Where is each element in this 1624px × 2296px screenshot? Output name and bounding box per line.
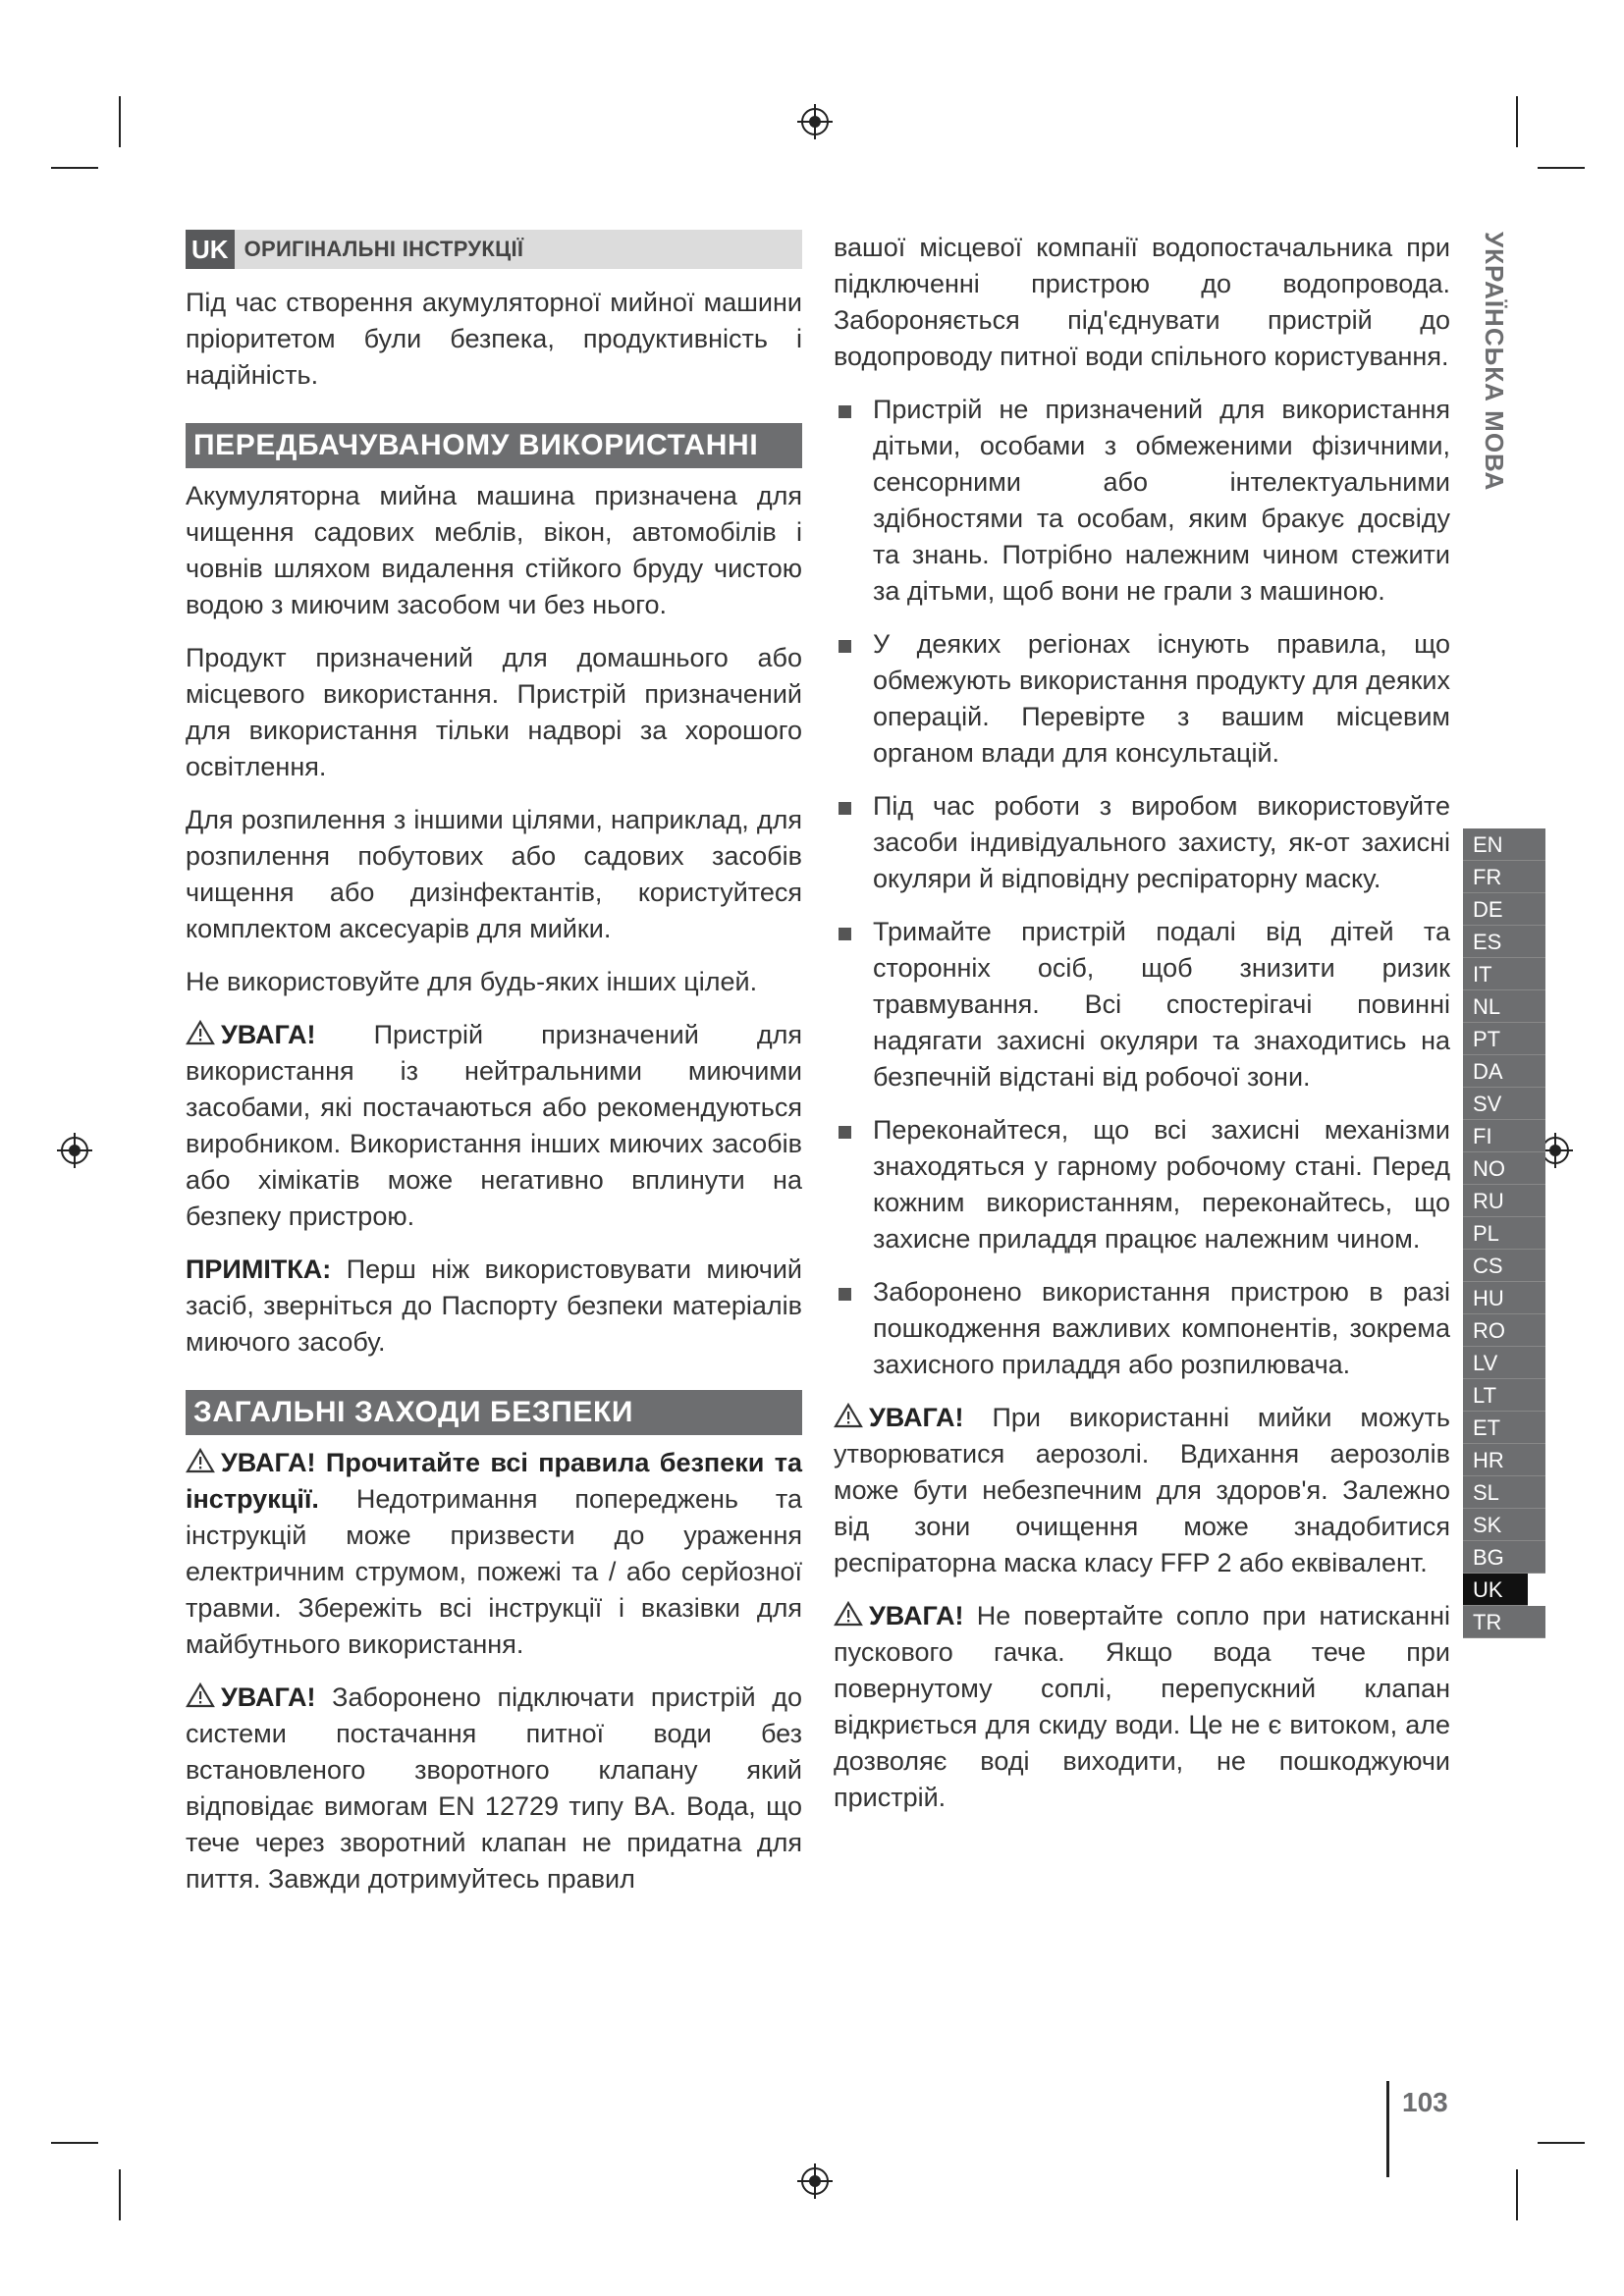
- language-tab-tr[interactable]: TR: [1463, 1606, 1545, 1638]
- paragraph-continued: вашої місцевої компанії водопостачальника при підключенні пристрою до водопровода. Забороняється під'єднувати пристрій до водопроводу питної води спільного користування.: [834, 233, 1450, 371]
- bullet-square-icon: [839, 405, 851, 418]
- language-tab-de[interactable]: DE: [1463, 893, 1545, 926]
- warning-triangle-icon: [834, 1601, 863, 1627]
- language-tab-sv[interactable]: SV: [1463, 1088, 1545, 1120]
- language-tab-pt[interactable]: PT: [1463, 1023, 1545, 1055]
- warning-triangle-icon: [186, 1682, 215, 1708]
- paragraph: Продукт призначений для домашнього або місцевого використання. Пристрій призначений для використання тільки надворі за хорошого освітлення.: [186, 643, 802, 781]
- language-tab-sl[interactable]: SL: [1463, 1476, 1545, 1509]
- language-tab-nl[interactable]: NL: [1463, 990, 1545, 1023]
- language-tab-es[interactable]: ES: [1463, 926, 1545, 958]
- warning-label: УВАГА!: [221, 1682, 316, 1712]
- warning-paragraph: [186, 1680, 802, 1897]
- list-item: Тримайте пристрій подалі від дітей та сторонніх осіб, щоб знизити ризик травмування. Всі спостерігачі повинні надягати захисні окуляри та знаходитись на безпечній відстані від робочої зони.: [834, 914, 1450, 1095]
- language-tab-bg[interactable]: BG: [1463, 1541, 1545, 1574]
- section-title-general-safety: ЗАГАЛЬНІ ЗАХОДИ БЕЗПЕКИ: [186, 1390, 802, 1435]
- warning-triangle-icon: [186, 1020, 215, 1045]
- right-column: [834, 230, 1450, 1833]
- side-language-title: УКРАЇНСЬКА МОВА: [1480, 232, 1509, 492]
- paragraph: Для розпилення з іншими цілями, наприклад, для розпилення побутових або садових засобів чищення або дизінфектантів, користуйтеся комплектом аксесуарів для мийки.: [186, 805, 802, 943]
- crop-mark: [51, 167, 98, 169]
- paragraph: Не використовуйте для будь-яких інших цілей.: [186, 967, 758, 996]
- warning-text: При використанні мийки можуть утворюватися аерозолі. Вдихання аерозолів може бути небезпечним для здоров'я. Залежно від зони очищення може знадобитися респіраторна маска класу FFP 2 або еквівалент.: [834, 1403, 1450, 1577]
- list-item: Пристрій не призначений для використання дітьми, особами з обмеженими фізичними, сенсорними або інтелектуальними здібностями та особам, яким бракує досвіду та знань. Потрібно належним чином стежити за дітьми, щоб вони не грали з машиною.: [834, 392, 1450, 610]
- language-tab-hu[interactable]: HU: [1463, 1282, 1545, 1314]
- warning-text: Недотримання попереджень та інструкцій може призвести до ураження електричним струмом, пожежі та / або серйозної травми. Збережіть всі інструкції і вказівки для майбутнього використання.: [186, 1484, 802, 1659]
- language-tab-fi[interactable]: FI: [1463, 1120, 1545, 1152]
- warning-paragraph: [834, 1400, 1450, 1581]
- warning-text: Заборонено підключати пристрій до системи постачання питної води без встановленого зворотного клапану який відповідає вимогам EN 12729 типу BA. Вода, що тече через зворотний клапан не придатна для пиття. Завжди дотримуйтесь правил: [186, 1682, 802, 1894]
- language-tab-en[interactable]: EN: [1463, 828, 1545, 861]
- registration-mark-icon: [795, 2162, 835, 2201]
- warning-label: УВАГА!: [869, 1403, 964, 1432]
- crop-mark: [119, 2169, 121, 2220]
- bullet-square-icon: [839, 1126, 851, 1139]
- bullet-square-icon: [839, 928, 851, 940]
- language-tab-lv[interactable]: LV: [1463, 1347, 1545, 1379]
- language-code: UK: [186, 230, 235, 269]
- header-title: ОРИГІНАЛЬНІ ІНСТРУКЦІЇ: [244, 237, 524, 261]
- warning-label: УВАГА! Прочитайте всі правила безпеки та інструкції.: [186, 1448, 802, 1514]
- document-header: [186, 230, 802, 269]
- intro-paragraph: Під час створення акумуляторної мийної машини пріоритетом були безпека, продуктивність і надійність.: [186, 288, 802, 390]
- list-item: Під час роботи з виробом використовуйте засоби індивідуального захисту, як-от захисні окуляри й відповідну респіраторну маску.: [834, 788, 1450, 897]
- note-paragraph: [186, 1252, 802, 1361]
- language-tab-ro[interactable]: RO: [1463, 1314, 1545, 1347]
- warning-label: УВАГА!: [869, 1601, 964, 1630]
- page-number-divider: [1386, 2081, 1389, 2177]
- language-tab-pl[interactable]: PL: [1463, 1217, 1545, 1250]
- warning-paragraph: [834, 1598, 1450, 1816]
- registration-mark-icon: [795, 102, 835, 141]
- language-tab-cs[interactable]: CS: [1463, 1250, 1545, 1282]
- language-tab-uk-active[interactable]: UK: [1463, 1574, 1528, 1606]
- language-tab-it[interactable]: IT: [1463, 958, 1545, 990]
- warning-text: Пристрій призначений для використання із нейтральними миючими засобами, які постачаються або рекомендуються виробником. Використання інших миючих засобів або хімікатів може негативно вплинути на безпеку пристрою.: [186, 1020, 802, 1231]
- warning-paragraph: [186, 1017, 802, 1235]
- language-tab-strip: [1463, 828, 1545, 1638]
- bullet-square-icon: [839, 640, 851, 653]
- language-tab-da[interactable]: DA: [1463, 1055, 1545, 1088]
- left-column: [186, 230, 802, 1914]
- crop-mark: [119, 96, 121, 147]
- language-tab-et[interactable]: ET: [1463, 1412, 1545, 1444]
- note-text: Перш ніж використовувати миючий засіб, зверніться до Паспорту безпеки матеріалів миючого засобу.: [186, 1255, 802, 1357]
- bullet-square-icon: [839, 1288, 851, 1301]
- crop-mark: [1516, 2169, 1518, 2220]
- language-tab-ru[interactable]: RU: [1463, 1185, 1545, 1217]
- language-tab-sk[interactable]: SK: [1463, 1509, 1545, 1541]
- crop-mark: [51, 2142, 98, 2144]
- warning-label: УВАГА!: [221, 1020, 316, 1049]
- safety-bullet-list: [834, 392, 1450, 1383]
- language-tab-no[interactable]: NO: [1463, 1152, 1545, 1185]
- crop-mark: [1538, 167, 1585, 169]
- crop-mark: [1538, 2142, 1585, 2144]
- warning-text: Не повертайте сопло при натисканні пускового гачка. Якщо вода тече при повернутому соплі, перепускний клапан відкриється для скиду води. Це не є витоком, але дозволяє воді виходити, не пошкоджуючи пристрій.: [834, 1601, 1450, 1812]
- note-label: ПРИМІТКА:: [186, 1255, 332, 1284]
- warning-paragraph: [186, 1445, 802, 1663]
- section-title-intended-use: ПЕРЕДБАЧУВАНОМУ ВИКОРИСТАННІ: [186, 423, 802, 468]
- list-item: Переконайтеся, що всі захисні механізми знаходяться у гарному робочому стані. Перед кожним використанням, переконайтесь, що захисне приладдя працює належним чином.: [834, 1112, 1450, 1257]
- warning-triangle-icon: [186, 1448, 215, 1473]
- page-number: 103: [1402, 2087, 1448, 2117]
- warning-triangle-icon: [834, 1403, 863, 1428]
- language-tab-hr[interactable]: HR: [1463, 1444, 1545, 1476]
- crop-mark: [1516, 96, 1518, 147]
- language-tab-lt[interactable]: LT: [1463, 1379, 1545, 1412]
- list-item: Заборонено використання пристрою в разі пошкодження важливих компонентів, зокрема захисного приладдя або розпилювача.: [834, 1274, 1450, 1383]
- paragraph: Акумуляторна мийна машина призначена для чищення садових меблів, вікон, автомобілів і човнів шляхом видалення стійкого бруду чистою водою з миючим засобом чи без нього.: [186, 481, 802, 619]
- bullet-square-icon: [839, 802, 851, 815]
- language-tab-fr[interactable]: FR: [1463, 861, 1545, 893]
- list-item: У деяких регіонах існують правила, що обмежують використання продукту для деяких операцій. Перевірте з вашим місцевим органом влади для консультацій.: [834, 626, 1450, 772]
- registration-mark-icon: [55, 1131, 94, 1170]
